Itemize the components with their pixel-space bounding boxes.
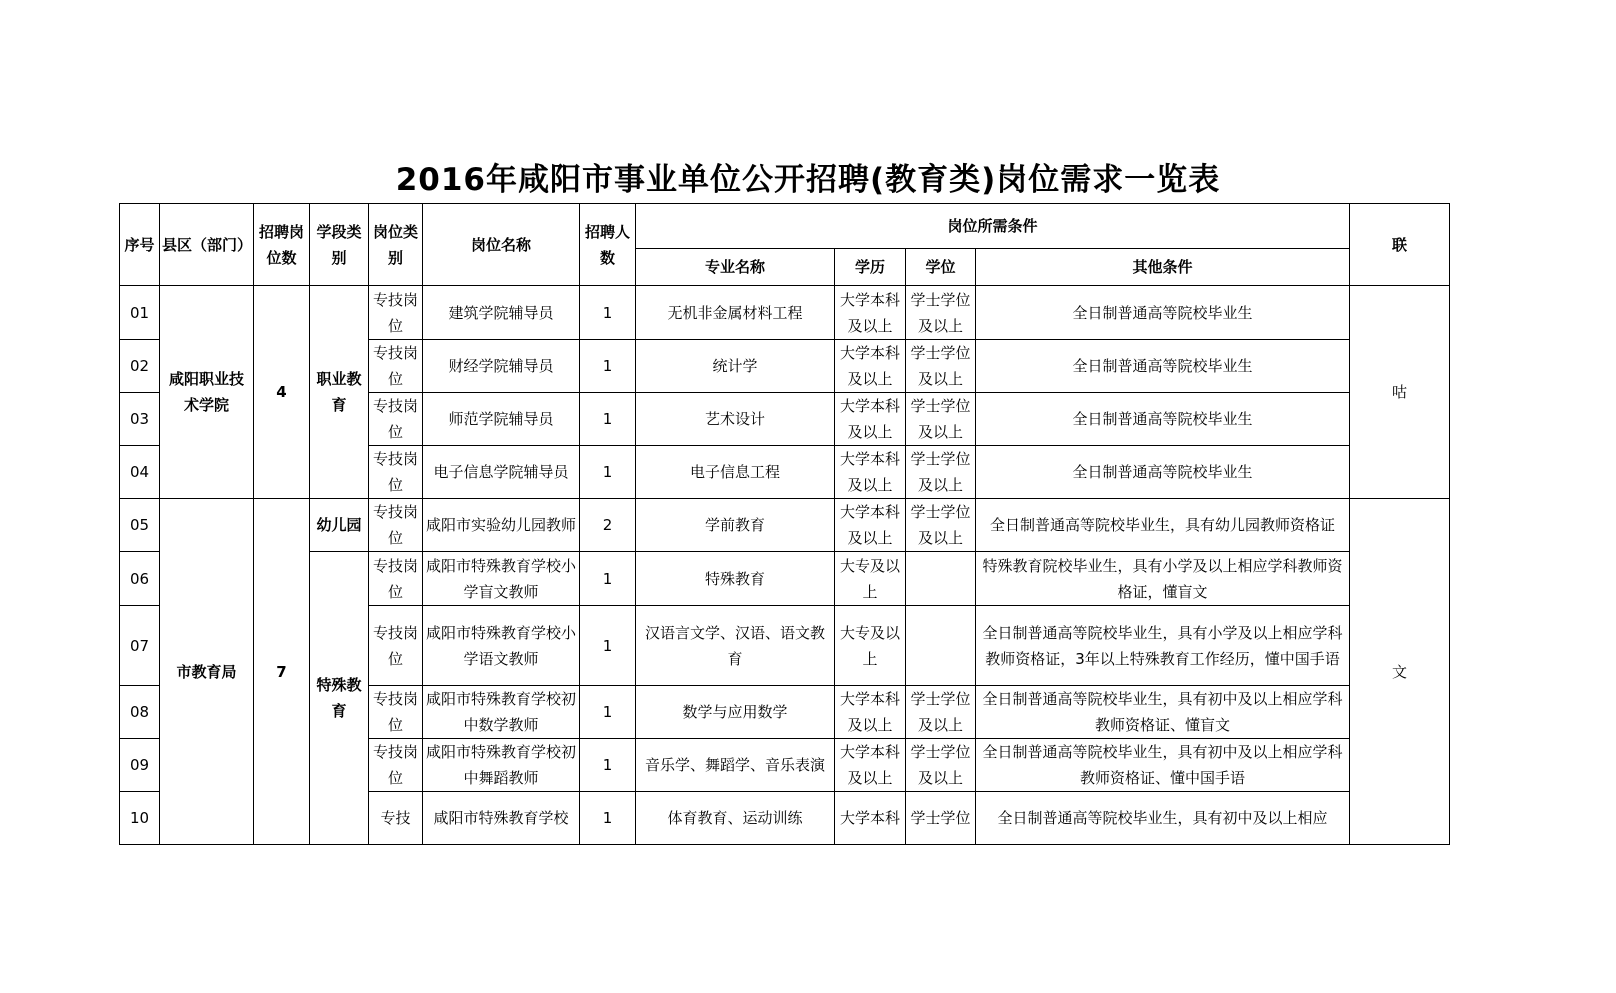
cell-other: 全日制普通高等院校毕业生，具有小学及以上相应学科教师资格证，3年以上特殊教育工作经历，懂中国手语 bbox=[976, 606, 1350, 686]
cell-degree: 学士学位及以上 bbox=[906, 686, 976, 739]
cell-name: 咸阳市特殊教育学校初中舞蹈教师 bbox=[423, 739, 580, 792]
cell-education: 大学本科及以上 bbox=[835, 686, 906, 739]
cell-hires: 1 bbox=[580, 606, 636, 686]
cell-education: 大学本科及以上 bbox=[835, 393, 906, 446]
cell-degree: 学士学位及以上 bbox=[906, 739, 976, 792]
cell-name: 电子信息学院辅导员 bbox=[423, 446, 580, 499]
cell-category: 专技岗位 bbox=[369, 446, 423, 499]
header-stage: 学段类别 bbox=[310, 204, 369, 286]
cell-major: 艺术设计 bbox=[636, 393, 835, 446]
cell-education: 大学本科 bbox=[835, 792, 906, 845]
cell-other: 全日制普通高等院校毕业生 bbox=[976, 446, 1350, 499]
cell-name: 咸阳市实验幼儿园教师 bbox=[423, 499, 580, 552]
cell-degree: 学士学位 bbox=[906, 792, 976, 845]
cell-other: 全日制普通高等院校毕业生，具有幼儿园教师资格证 bbox=[976, 499, 1350, 552]
cell-major: 统计学 bbox=[636, 340, 835, 393]
cell-education: 大学本科及以上 bbox=[835, 286, 906, 340]
cell-stage: 幼儿园 bbox=[310, 499, 369, 552]
cell-seq: 01 bbox=[120, 286, 160, 340]
cell-other: 全日制普通高等院校毕业生 bbox=[976, 393, 1350, 446]
cell-seq: 02 bbox=[120, 340, 160, 393]
cell-dept: 市教育局 bbox=[160, 499, 254, 845]
cell-seq: 06 bbox=[120, 552, 160, 606]
cell-hires: 1 bbox=[580, 340, 636, 393]
cell-category: 专技岗位 bbox=[369, 286, 423, 340]
cell-other: 全日制普通高等院校毕业生 bbox=[976, 286, 1350, 340]
cell-education: 大学本科及以上 bbox=[835, 340, 906, 393]
cell-education: 大学本科及以上 bbox=[835, 499, 906, 552]
header-degree: 学位 bbox=[906, 249, 976, 286]
cell-name: 建筑学院辅导员 bbox=[423, 286, 580, 340]
cell-hires: 1 bbox=[580, 792, 636, 845]
cell-category: 专技 bbox=[369, 792, 423, 845]
cell-major: 数学与应用数学 bbox=[636, 686, 835, 739]
cell-other: 全日制普通高等院校毕业生，具有初中及以上相应 bbox=[976, 792, 1350, 845]
cell-category: 专技岗位 bbox=[369, 552, 423, 606]
cell-hires: 1 bbox=[580, 739, 636, 792]
cell-hires: 2 bbox=[580, 499, 636, 552]
header-category: 岗位类别 bbox=[369, 204, 423, 286]
cell-hires: 1 bbox=[580, 552, 636, 606]
cell-major: 特殊教育 bbox=[636, 552, 835, 606]
cell-education: 大学本科及以上 bbox=[835, 739, 906, 792]
cell-other: 全日制普通高等院校毕业生，具有初中及以上相应学科教师资格证、懂中国手语 bbox=[976, 739, 1350, 792]
cell-major: 电子信息工程 bbox=[636, 446, 835, 499]
cell-name: 师范学院辅导员 bbox=[423, 393, 580, 446]
cell-category: 专技岗位 bbox=[369, 340, 423, 393]
cell-hires: 1 bbox=[580, 446, 636, 499]
cell-seq: 09 bbox=[120, 739, 160, 792]
cell-degree: 学士学位及以上 bbox=[906, 393, 976, 446]
header-requirements: 岗位所需条件 bbox=[636, 204, 1350, 249]
cell-hires: 1 bbox=[580, 686, 636, 739]
cell-seq: 07 bbox=[120, 606, 160, 686]
cell-major: 无机非金属材料工程 bbox=[636, 286, 835, 340]
cell-major: 汉语言文学、汉语、语文教育 bbox=[636, 606, 835, 686]
cell-other: 全日制普通高等院校毕业生 bbox=[976, 340, 1350, 393]
cell-stage: 特殊教育 bbox=[310, 552, 369, 845]
cell-positions-count: 4 bbox=[254, 286, 310, 499]
recruitment-table bbox=[119, 203, 1450, 845]
header-name: 岗位名称 bbox=[423, 204, 580, 286]
cell-major: 学前教育 bbox=[636, 499, 835, 552]
cell-category: 专技岗位 bbox=[369, 606, 423, 686]
header-other: 其他条件 bbox=[976, 249, 1350, 286]
header-row-1 bbox=[120, 204, 1450, 249]
cell-degree: 学士学位及以上 bbox=[906, 286, 976, 340]
cell-other: 特殊教育院校毕业生，具有小学及以上相应学科教师资格证，懂盲文 bbox=[976, 552, 1350, 606]
header-seq: 序号 bbox=[120, 204, 160, 286]
cell-name: 咸阳市特殊教育学校小学盲文教师 bbox=[423, 552, 580, 606]
cell-name: 咸阳市特殊教育学校初中数学教师 bbox=[423, 686, 580, 739]
page-title: 2016年咸阳市事业单位公开招聘(教育类)岗位需求一览表 bbox=[395, 162, 1221, 198]
cell-degree bbox=[906, 606, 976, 686]
cell-education: 大专及以上 bbox=[835, 606, 906, 686]
table-row bbox=[120, 552, 1450, 606]
cell-seq: 08 bbox=[120, 686, 160, 739]
cell-degree: 学士学位及以上 bbox=[906, 340, 976, 393]
cell-seq: 04 bbox=[120, 446, 160, 499]
cell-hires: 1 bbox=[580, 286, 636, 340]
cell-education: 大学本科及以上 bbox=[835, 446, 906, 499]
header-hires: 招聘人数 bbox=[580, 204, 636, 286]
cell-education: 大专及以上 bbox=[835, 552, 906, 606]
table-row bbox=[120, 286, 1450, 340]
header-major: 专业名称 bbox=[636, 249, 835, 286]
cell-seq: 03 bbox=[120, 393, 160, 446]
header-positions-count: 招聘岗位数 bbox=[254, 204, 310, 286]
cell-degree: 学士学位及以上 bbox=[906, 499, 976, 552]
cell-major: 音乐学、舞蹈学、音乐表演 bbox=[636, 739, 835, 792]
recruitment-table-viewport bbox=[119, 203, 1408, 845]
cell-name: 咸阳市特殊教育学校 bbox=[423, 792, 580, 845]
cell-seq: 05 bbox=[120, 499, 160, 552]
cell-stage: 职业教育 bbox=[310, 286, 369, 499]
cell-hires: 1 bbox=[580, 393, 636, 446]
cell-category: 专技岗位 bbox=[369, 686, 423, 739]
cell-other: 全日制普通高等院校毕业生，具有初中及以上相应学科教师资格证、懂盲文 bbox=[976, 686, 1350, 739]
cell-category: 专技岗位 bbox=[369, 393, 423, 446]
cell-name: 财经学院辅导员 bbox=[423, 340, 580, 393]
cell-truncated: 文 bbox=[1350, 499, 1450, 845]
header-dept: 县区（部门） bbox=[160, 204, 254, 286]
cell-seq: 10 bbox=[120, 792, 160, 845]
header-education: 学历 bbox=[835, 249, 906, 286]
cell-degree bbox=[906, 552, 976, 606]
cell-category: 专技岗位 bbox=[369, 739, 423, 792]
header-truncated: 联 bbox=[1350, 204, 1450, 286]
cell-name: 咸阳市特殊教育学校小学语文教师 bbox=[423, 606, 580, 686]
cell-degree: 学士学位及以上 bbox=[906, 446, 976, 499]
cell-major: 体育教育、运动训练 bbox=[636, 792, 835, 845]
cell-truncated: 咕 bbox=[1350, 286, 1450, 499]
table-row bbox=[120, 499, 1450, 552]
cell-category: 专技岗位 bbox=[369, 499, 423, 552]
cell-dept: 咸阳职业技术学院 bbox=[160, 286, 254, 499]
cell-positions-count: 7 bbox=[254, 499, 310, 845]
